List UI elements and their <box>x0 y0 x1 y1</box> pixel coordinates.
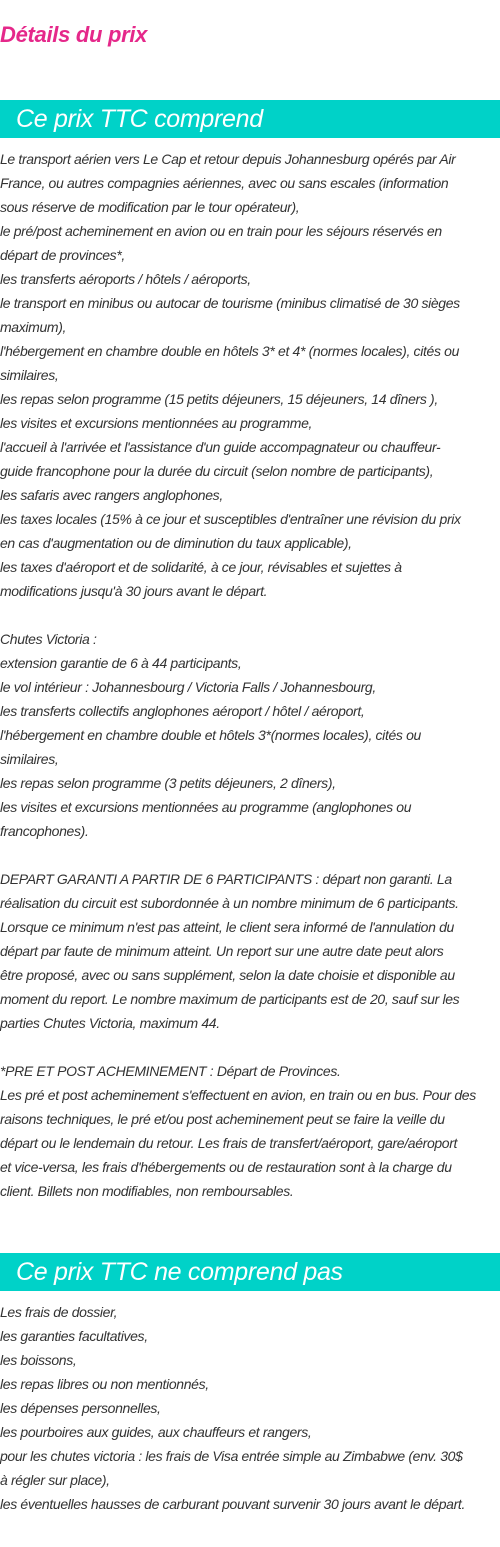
excludes-heading: Ce prix TTC ne comprend pas <box>16 1258 343 1286</box>
includes-line: Les pré et post acheminement s'effectuent en avion, en train ou en bus. Pour des <box>0 1087 476 1103</box>
includes-section-header <box>0 100 500 138</box>
includes-line: les safaris avec rangers anglophones, <box>0 487 223 503</box>
includes-line: Chutes Victoria : <box>0 631 97 647</box>
excludes-line: les repas libres ou non mentionnés, <box>0 1376 209 1392</box>
includes-line: départ par faute de minimum atteint. Un report sur une autre date peut alors <box>0 943 444 959</box>
includes-line: le pré/post acheminement en avion ou en train pour les séjours réservés en <box>0 223 442 239</box>
includes-line: Lorsque ce minimum n'est pas atteint, le client sera informé de l'annulation du <box>0 919 454 935</box>
includes-line <box>0 603 500 627</box>
includes-line: parties Chutes Victoria, maximum 44. <box>0 1015 220 1031</box>
includes-line: raisons techniques, le pré et/ou post acheminement peut se faire la veille du <box>0 1111 445 1127</box>
includes-line: sous réserve de modification par le tour opérateur), <box>0 199 300 215</box>
includes-line <box>0 1035 500 1059</box>
excludes-line: les dépenses personnelles, <box>0 1400 161 1416</box>
excludes-line: les garanties facultatives, <box>0 1328 148 1344</box>
includes-line: Le transport aérien vers Le Cap et retour depuis Johannesburg opérés par Air <box>0 151 456 167</box>
includes-line: moment du report. Le nombre maximum de participants est de 20, sauf sur les <box>0 991 460 1007</box>
excludes-section-header <box>0 1253 500 1291</box>
includes-line: France, ou autres compagnies aériennes, avec ou sans escales (information <box>0 175 449 191</box>
includes-line: maximum), <box>0 319 67 335</box>
includes-line: le transport en minibus ou autocar de tourisme (minibus climatisé de 30 sièges <box>0 295 460 311</box>
excludes-line: Les frais de dossier, <box>0 1304 118 1320</box>
includes-line: l'hébergement en chambre double et hôtels 3*(normes locales), cités ou <box>0 727 421 743</box>
includes-line: les transferts collectifs anglophones aéroport / hôtel / aéroport, <box>0 703 365 719</box>
includes-line: les transferts aéroports / hôtels / aéroports, <box>0 271 251 287</box>
includes-line: les repas selon programme (15 petits déjeuners, 15 déjeuners, 14 dîners ), <box>0 391 438 407</box>
includes-line: les taxes locales (15% à ce jour et susceptibles d'entraîner une révision du prix <box>0 511 461 527</box>
includes-line: modifications jusqu'à 30 jours avant le départ. <box>0 583 268 599</box>
excludes-line: les boissons, <box>0 1352 77 1368</box>
includes-line: client. Billets non modifiables, non remboursables. <box>0 1183 294 1199</box>
includes-text <box>0 147 500 1203</box>
excludes-text <box>0 1300 500 1516</box>
page-title: Détails du prix <box>0 22 148 47</box>
includes-line: en cas d'augmentation ou de diminution du taux applicable), <box>0 535 352 551</box>
includes-line: les repas selon programme (3 petits déjeuners, 2 dîners), <box>0 775 336 791</box>
includes-line <box>0 843 500 867</box>
excludes-line: à régler sur place), <box>0 1472 110 1488</box>
includes-line: les visites et excursions mentionnées au programme, <box>0 415 313 431</box>
includes-line: les visites et excursions mentionnées au programme (anglophones ou <box>0 799 412 815</box>
includes-line: le vol intérieur : Johannesbourg / Victoria Falls / Johannesbourg, <box>0 679 376 695</box>
includes-line: *PRE ET POST ACHEMINEMENT : Départ de Provinces. <box>0 1063 341 1079</box>
excludes-line: les pourboires aux guides, aux chauffeurs et rangers, <box>0 1424 312 1440</box>
includes-line: extension garantie de 6 à 44 participants, <box>0 655 242 671</box>
includes-line: similaires, <box>0 751 59 767</box>
excludes-line: pour les chutes victoria : les frais de Visa entrée simple au Zimbabwe (env. 30$ <box>0 1448 463 1464</box>
includes-line: l'accueil à l'arrivée et l'assistance d'un guide accompagnateur ou chauffeur- <box>0 439 441 455</box>
includes-line: l'hébergement en chambre double en hôtels 3* et 4* (normes locales), cités ou <box>0 343 460 359</box>
includes-line: les taxes d'aéroport et de solidarité, à ce jour, révisables et sujettes à <box>0 559 402 575</box>
includes-line: départ ou le lendemain du retour. Les frais de transfert/aéroport, gare/aéroport <box>0 1135 458 1151</box>
includes-line: être proposé, avec ou sans supplément, selon la date choisie et disponible au <box>0 967 455 983</box>
includes-line: guide francophone pour la durée du circuit (selon nombre de participants), <box>0 463 434 479</box>
excludes-line: les éventuelles hausses de carburant pouvant survenir 30 jours avant le départ. <box>0 1496 465 1512</box>
includes-line: francophones). <box>0 823 89 839</box>
includes-line: DEPART GARANTI A PARTIR DE 6 PARTICIPANTS : départ non garanti. La <box>0 871 452 887</box>
includes-line: réalisation du circuit est subordonnée à un nombre minimum de 6 participants. <box>0 895 459 911</box>
includes-line: similaires, <box>0 367 59 383</box>
includes-line: départ de provinces*, <box>0 247 125 263</box>
includes-heading: Ce prix TTC comprend <box>16 105 263 133</box>
includes-line: et vice-versa, les frais d'hébergements ou de restauration sont à la charge du <box>0 1159 452 1175</box>
